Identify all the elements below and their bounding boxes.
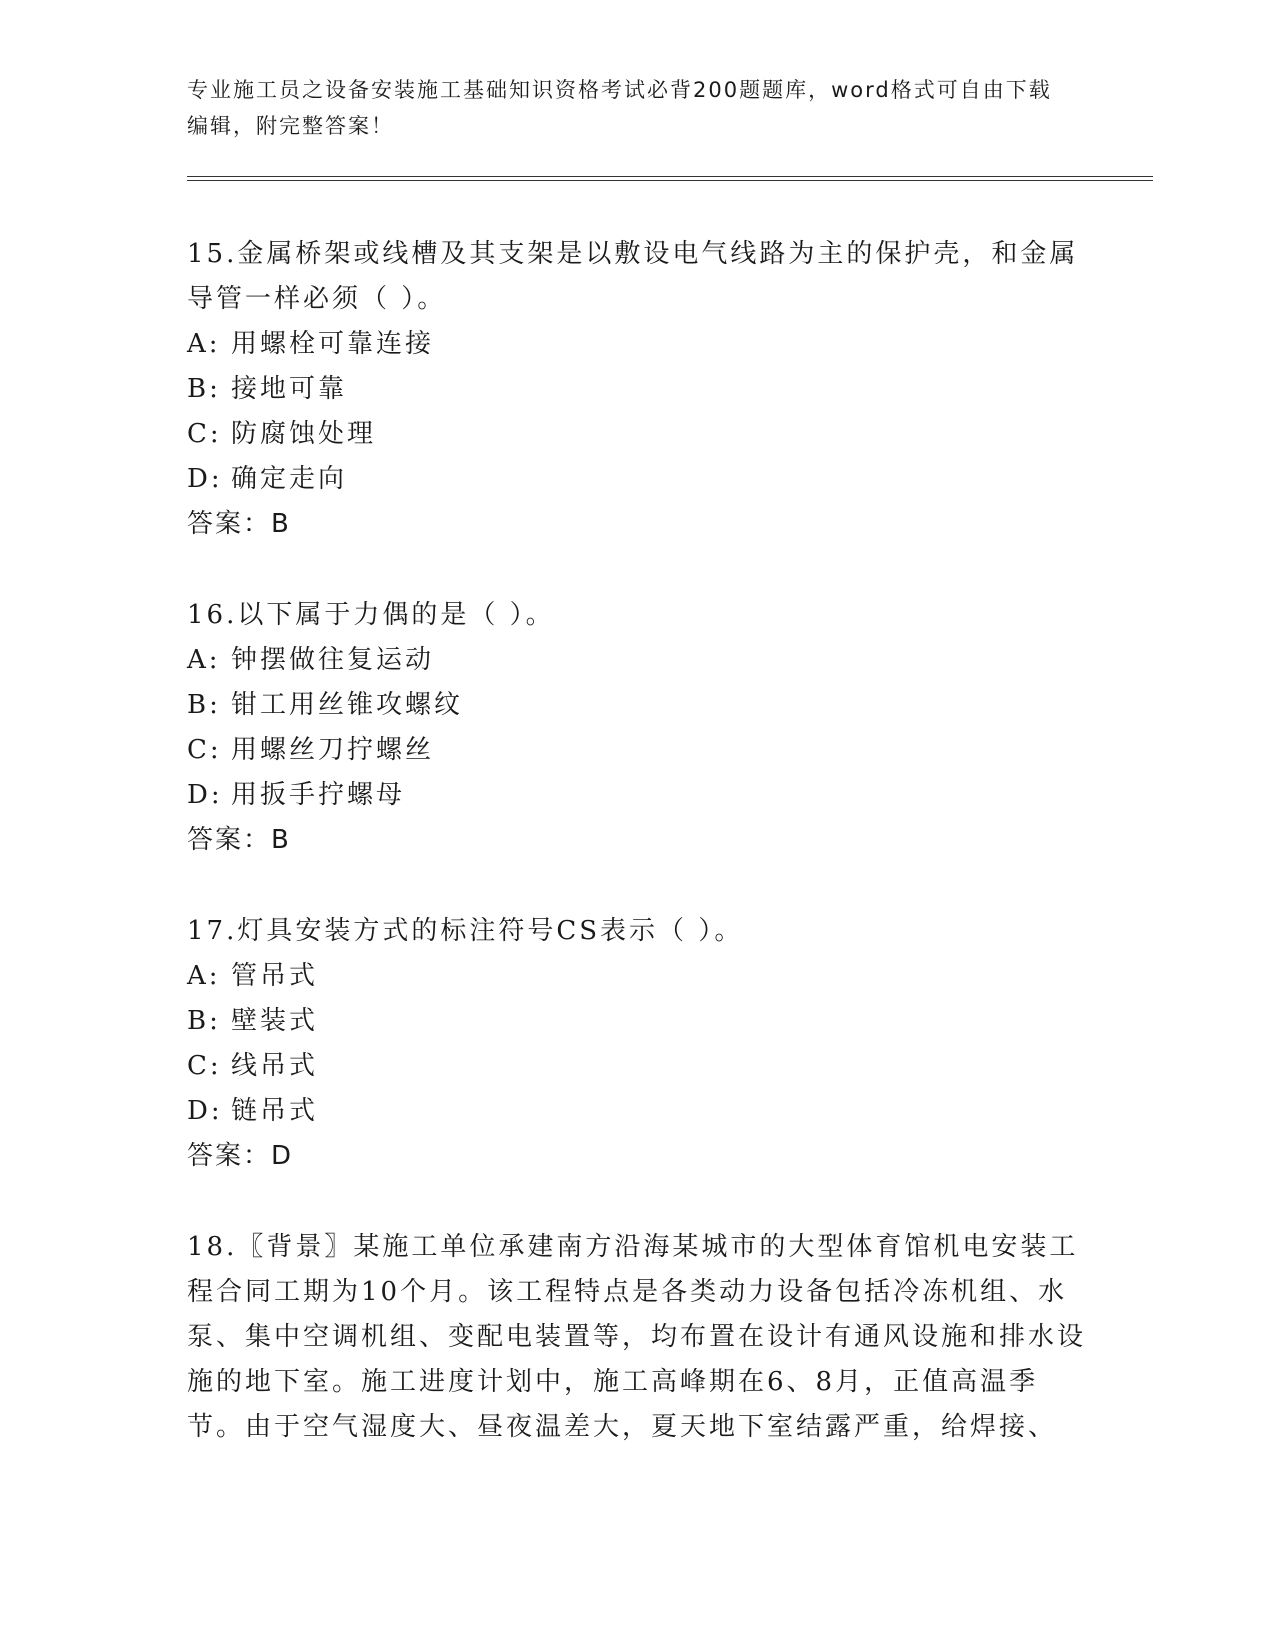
option-d — [187, 773, 1087, 818]
option-letter: B: — [187, 374, 221, 404]
option-b — [187, 999, 1087, 1044]
answer-line: 答案：D — [187, 1141, 294, 1171]
header-divider — [187, 176, 1153, 181]
option-letter: A: — [187, 961, 221, 991]
question-18 — [187, 1225, 1087, 1450]
option-b — [187, 367, 1087, 412]
option-letter: D: — [187, 464, 223, 494]
option-d — [187, 1089, 1087, 1134]
question-16 — [187, 593, 1087, 863]
option-text: 防腐蚀处理 — [231, 419, 377, 449]
option-letter: C: — [187, 419, 222, 449]
option-text: 用扳手拧螺母 — [231, 780, 406, 810]
option-text: 钟摆做往复运动 — [231, 645, 435, 675]
question-list — [187, 232, 1087, 1496]
answer-line: 答案：B — [187, 825, 291, 855]
option-text: 确定走向 — [231, 464, 348, 494]
option-text: 管吊式 — [231, 961, 319, 991]
option-letter: A: — [187, 645, 221, 675]
option-letter: B: — [187, 1006, 221, 1036]
option-letter: D: — [187, 780, 223, 810]
option-text: 钳工用丝锥攻螺纹 — [231, 690, 464, 720]
question-stem: 18.〖背景〗某施工单位承建南方沿海某城市的大型体育馆机电安装工程合同工期为10个月。该工程特点是各类动力设备包括冷冻机组、水泵、集中空调机组、变配电装置等，均布置在设计有通风设施和排水设施的地下室。施工进度计划中，施工高峰期在6、8月，正值高温季节。由于空气湿度大、昼夜温差大，夏天地下室结露严重，给焊接、 — [187, 1232, 1087, 1442]
question-stem: 16.以下属于力偶的是（ ）。 — [187, 600, 555, 630]
question-stem: 17.灯具安装方式的标注符号CS表示（ ）。 — [187, 916, 744, 946]
document-header — [187, 72, 1067, 144]
option-text: 接地可靠 — [231, 374, 348, 404]
option-text: 链吊式 — [231, 1096, 319, 1126]
option-text: 线吊式 — [231, 1051, 319, 1081]
option-letter: D: — [187, 1096, 223, 1126]
option-text: 用螺丝刀拧螺丝 — [231, 735, 435, 765]
option-letter: C: — [187, 735, 222, 765]
header-title: 专业施工员之设备安装施工基础知识资格考试必背200题题库，word格式可自由下载编辑，附完整答案！ — [187, 78, 1052, 138]
option-a — [187, 638, 1087, 683]
question-15 — [187, 232, 1087, 547]
option-letter: B: — [187, 690, 221, 720]
option-letter: A: — [187, 329, 221, 359]
answer-line: 答案：B — [187, 509, 291, 539]
option-c — [187, 1044, 1087, 1089]
option-a — [187, 954, 1087, 999]
question-17 — [187, 909, 1087, 1179]
question-stem: 15.金属桥架或线槽及其支架是以敷设电气线路为主的保护壳，和金属导管一样必须（ ）。 — [187, 239, 1079, 314]
option-text: 壁装式 — [231, 1006, 319, 1036]
option-a — [187, 322, 1087, 367]
option-b — [187, 683, 1087, 728]
option-c — [187, 412, 1087, 457]
option-text: 用螺栓可靠连接 — [231, 329, 435, 359]
option-d — [187, 457, 1087, 502]
option-c — [187, 728, 1087, 773]
option-letter: C: — [187, 1051, 222, 1081]
